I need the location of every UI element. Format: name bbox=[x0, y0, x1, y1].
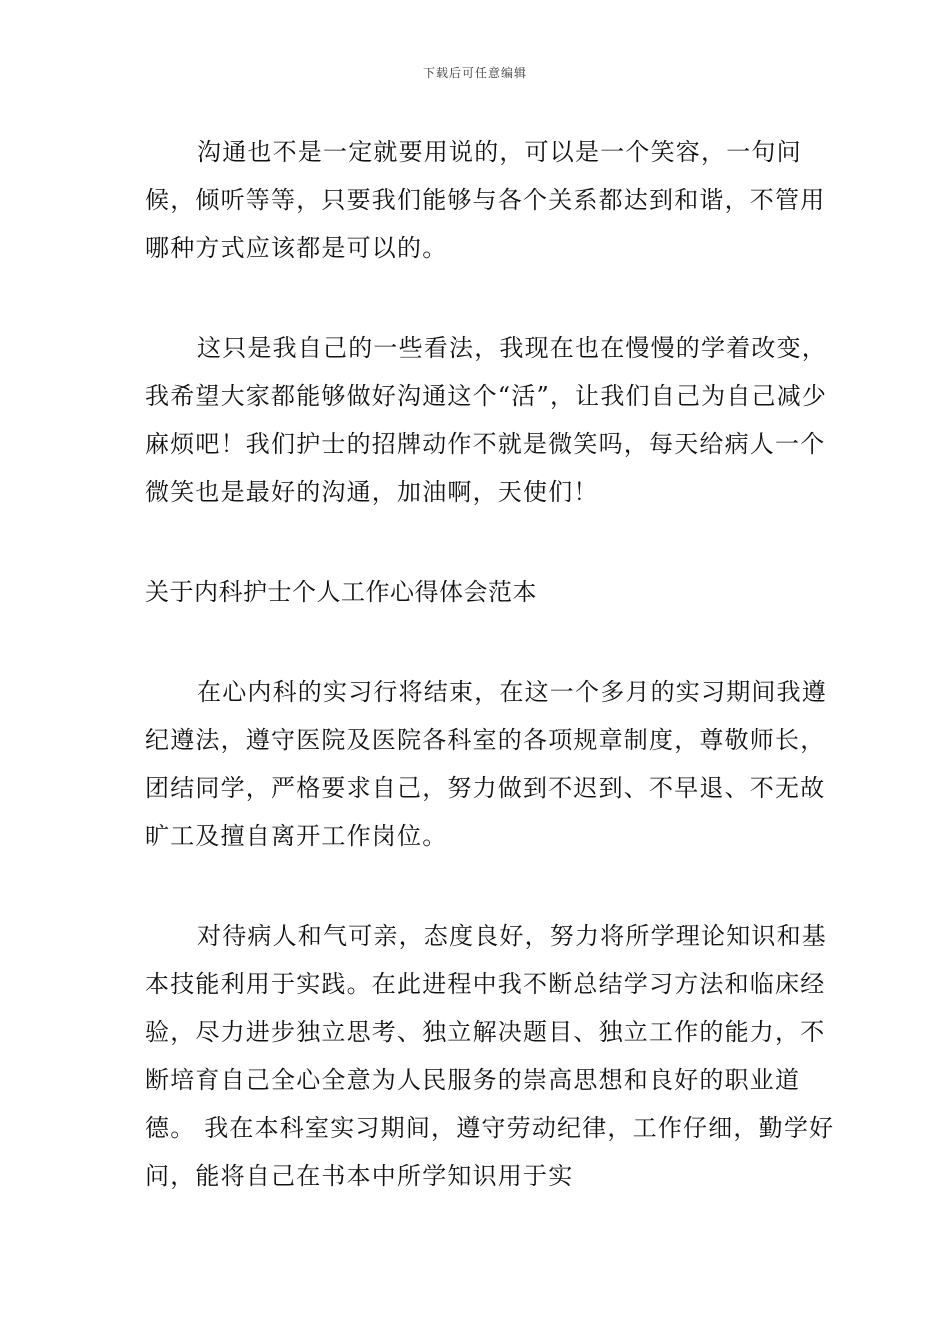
paragraph-1: 沟通也不是一定就要用说的，可以是一个笑容，一句问候，倾听等等，只要我们能够与各个关系都达到和谐，不管用哪种方式应该都是可以的。 bbox=[145, 138, 826, 262]
paragraph-3: 在心内科的实习行将结束，在这一个多月的实习期间我遵纪遵法，遵守医院及医院各科室的各项规章制度，尊敬师长，团结同学，严格要求自己，努力做到不迟到、不早退、不无故旷工及擅自离开工作岗位。 bbox=[145, 678, 827, 850]
spacer bbox=[145, 272, 835, 324]
section-title: 关于内科护士个人工作心得体会范本 bbox=[145, 578, 537, 606]
spacer bbox=[145, 860, 835, 912]
document-body bbox=[145, 128, 835, 1200]
spacer bbox=[145, 516, 835, 568]
page-header: 下载后可任意编辑 bbox=[422, 66, 527, 80]
paragraph-4: 对待病人和气可亲，态度良好，努力将所学理论知识和基本技能利用于实践。在此进程中我不断总结学习方法和临床经验，尽力进步独立思考、独立解决题目、独立工作的能力，不断培育自己全心全意为人民服务的崇高思想和良好的职业道德。 我在本科室实习期间，遵守劳动纪律，工作仔细，勤学好问，能将自己在书本中所学知识用于实 bbox=[145, 922, 835, 1190]
paragraph-2: 这只是我自己的一些看法，我现在也在慢慢的学着改变，我希望大家都能够做好沟通这个“活”，让我们自己为自己减少麻烦吧！我们护士的招牌动作不就是微笑吗，每天给病人一个微笑也是最好的沟通，加油啊，天使们！ bbox=[145, 334, 828, 506]
spacer bbox=[145, 616, 835, 668]
